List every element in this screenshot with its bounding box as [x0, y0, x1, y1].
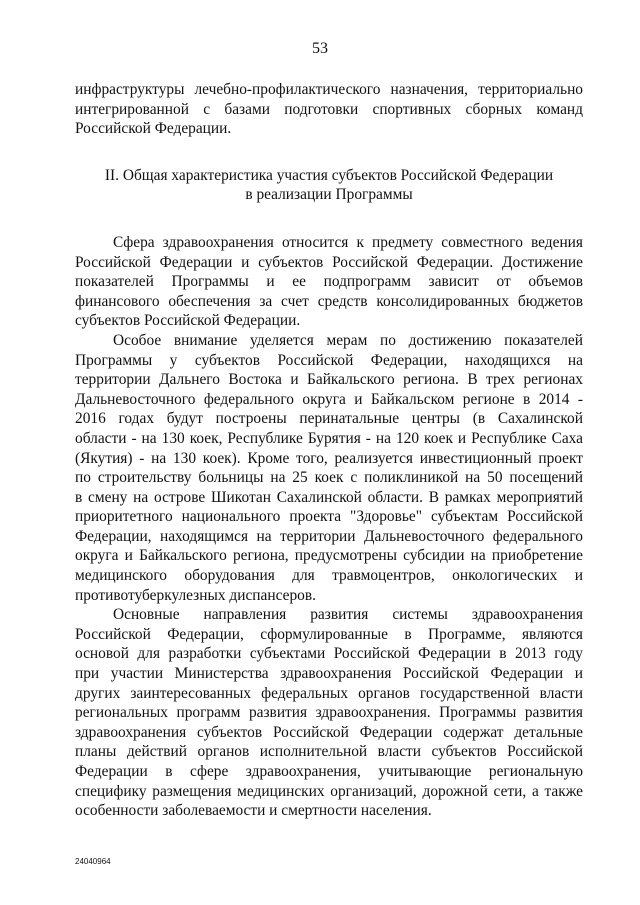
section-heading	[75, 166, 583, 205]
text-line: Сфера здравоохранения относится к предмету совместного ведения	[113, 233, 583, 251]
text-line: Федерации в сфере здравоохранения, учитывающие региональную	[75, 763, 583, 780]
text-line: медицинского оборудования для травмоцентров, онкологических и	[75, 567, 583, 585]
text-line: приоритетного национального проекта "Здоровье" субъектам Российской	[75, 508, 583, 526]
paragraph-far-east	[75, 331, 583, 605]
page-number: 53	[312, 40, 328, 57]
text-line: особенности заболеваемости и смертности населения.	[75, 802, 432, 820]
document-body	[75, 80, 583, 821]
text-line: других заинтересованных федеральных органов государственной власти	[75, 684, 583, 702]
text-line: противотуберкулезных диспансеров.	[75, 586, 316, 604]
paragraph-healthcare-scope	[75, 233, 583, 331]
text-line: Российской Федерации и субъектов Российской Федерации. Достижение	[75, 253, 583, 271]
text-line: Дальневосточного федерального округа и Байкальском регионе в 2014 -	[75, 390, 583, 408]
text-line: инфраструктуры лечебно-профилактического назначения, территориально	[75, 81, 583, 98]
text-line: (Якутия) - на 130 коек). Кроме того, реализуется инвестиционный проект	[75, 449, 583, 467]
text-line: региональных программ развития здравоохранения. Программы развития	[75, 704, 583, 722]
text-line: Особое внимание уделяется мерам по достижению показателей	[113, 331, 583, 349]
text-line: Федерации, находящимся на территории Дальневосточного федерального	[75, 527, 583, 545]
text-line: по строительству больницы на 25 коек с поликлиникой на 50 посещений	[75, 469, 583, 487]
text-line: интегрированной с базами подготовки спортивных сборных команд	[75, 100, 583, 118]
text-line: области - на 130 коек, Республике Бурятия - на 120 коек и Республике Саха	[75, 429, 583, 447]
document-id: 24040964	[75, 857, 111, 866]
paragraph-main-directions	[75, 605, 583, 821]
text-line: 2016 годах будут построены перинатальные центры (в Сахалинской	[75, 410, 583, 428]
text-line: здравоохранения субъектов Российской Федерации содержат детальные	[75, 723, 583, 741]
text-line: Российской Федерации, сформулированные в Программе, являются	[75, 625, 583, 643]
text-line: Основные направления развития системы здравоохранения	[113, 606, 583, 624]
text-line: планы действий органов исполнительной власти субъектов Российской	[75, 743, 583, 761]
text-line: при участии Министерства здравоохранения Российской Федерации и	[75, 665, 583, 683]
text-line: показателей Программы и ее подпрограмм зависит от объемов	[75, 273, 583, 291]
heading-line: II. Общая характеристика участия субъектов Российской Федерации	[104, 166, 554, 184]
text-line: основой для разработки субъектами Российской Федерации в 2013 году	[75, 645, 583, 663]
heading-line: в реализации Программы	[245, 186, 413, 204]
text-line: специфику размещения медицинских организаций, дорожной сети, а также	[75, 782, 583, 800]
text-line: Российской Федерации.	[75, 120, 232, 138]
text-line: округа и Байкальского региона, предусмотрены субсидии на приобретение	[75, 547, 583, 565]
text-line: территории Дальнего Востока и Байкальского региона. В трех регионах	[75, 371, 583, 389]
text-line: в смену на острове Шикотан Сахалинской области. В рамках мероприятий	[75, 488, 583, 506]
text-line: финансового обеспечения за счет средств консолидированных бюджетов	[75, 292, 583, 310]
text-line: Программы у субъектов Российской Федерации, находящихся на	[75, 351, 583, 369]
intro-paragraph	[75, 80, 583, 139]
text-line: субъектов Российской Федерации.	[75, 312, 301, 330]
